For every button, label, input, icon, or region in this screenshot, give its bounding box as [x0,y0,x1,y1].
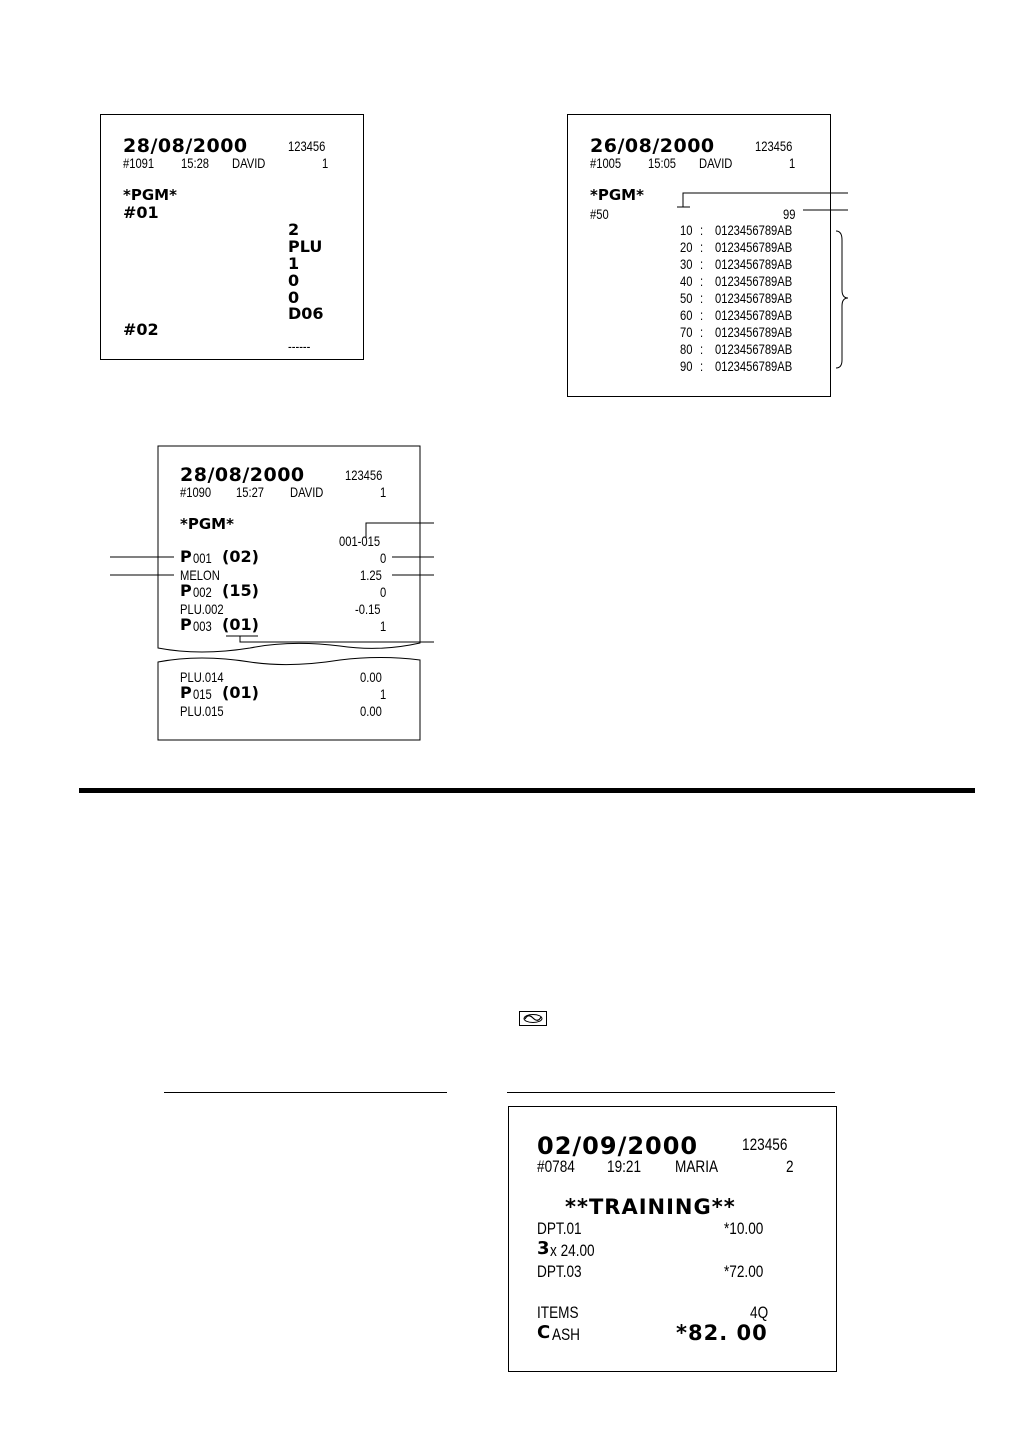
row-number: 20 [680,239,693,255]
training-header: **TRAINING** [565,1195,736,1219]
row-text: 0123456789AB [715,222,793,238]
plu-code: 001 [193,550,212,566]
code-02: #02 [123,320,159,339]
dashes: ------ [288,338,311,354]
value-line: D06 [288,304,324,323]
row-separator: : [700,222,704,238]
consecutive-number: #1005 [590,155,622,171]
dept-01-amount: *10.00 [724,1219,764,1238]
row-number: 70 [680,324,693,340]
plu-value: 0 [380,550,387,566]
mode-label: *PGM* [590,186,644,204]
row-text: 0123456789AB [715,290,793,306]
row-separator: : [700,256,704,272]
value-line: 0 [288,288,300,307]
receipt-date: 26/08/2000 [590,135,715,157]
plu-group: (15) [222,581,259,600]
row-number: 60 [680,307,693,323]
plu-group: (02) [222,547,259,566]
value-line: PLU [288,237,323,256]
plu-prefix: P [180,581,192,600]
plu-range: 001-015 [339,533,381,549]
plu-prefix: P [180,615,192,634]
mode-label: *PGM* [123,186,177,204]
plu-text: MELON [180,567,220,583]
column-rule-left [164,1092,447,1093]
receipt-training [508,1106,837,1372]
row-separator: : [700,290,704,306]
row-separator: : [700,358,704,374]
plu-value: 0 [380,584,387,600]
receipt-date: 28/08/2000 [123,135,248,157]
quantity-price: x 24.00 [550,1241,595,1260]
cash-label-initial: C [537,1322,551,1343]
row-text: 0123456789AB [715,256,793,272]
plu-prefix: P [180,547,192,566]
clerk-name: DAVID [290,484,324,500]
row-text: 0123456789AB [715,307,793,323]
row-separator: : [700,324,704,340]
plu-value: 1 [380,618,387,634]
receipt-date: 28/08/2000 [180,464,305,486]
clerk-number: 2 [786,1157,794,1176]
consecutive-number: #1090 [180,484,212,500]
clerk-number: 1 [322,155,329,171]
plu-text: PLU.014 [180,669,224,685]
row-number: 10 [680,222,693,238]
time: 15:27 [236,484,265,500]
receipt-date: 02/09/2000 [537,1132,699,1160]
row-text: 0123456789AB [715,341,793,357]
row-separator: : [700,341,704,357]
code-label: #50 [590,206,609,222]
items-label: ITEMS [537,1303,579,1322]
dept-01-label: DPT.01 [537,1219,582,1238]
row-number: 50 [680,290,693,306]
row-separator: : [700,273,704,289]
row-text: 0123456789AB [715,324,793,340]
value-line: 2 [288,220,300,239]
plu-code: 015 [193,686,212,702]
row-number: 40 [680,273,693,289]
dept-03-label: DPT.03 [537,1262,582,1281]
row-number: 90 [680,358,693,374]
consecutive-number: #1091 [123,155,155,171]
plu-code: 003 [193,618,212,634]
row-text: 0123456789AB [715,273,793,289]
code-01: #01 [123,203,159,222]
row-number: 30 [680,256,693,272]
row-separator: : [700,239,704,255]
section-divider [79,788,975,793]
plu-code: 002 [193,584,212,600]
plu-value: 0.00 [360,703,382,719]
machine-number: 123456 [345,467,383,483]
row-text: 0123456789AB [715,239,793,255]
time: 15:28 [181,155,210,171]
quantity: 3 [537,1238,550,1259]
key-symbol-icon [519,1011,547,1026]
clerk-name: DAVID [232,155,266,171]
plu-value: 1 [380,686,387,702]
plu-prefix: P [180,683,192,702]
row-separator: : [700,307,704,323]
plu-value: 1.25 [360,567,382,583]
clerk-name: DAVID [699,155,733,171]
value-line: 0 [288,271,300,290]
cash-label: ASH [552,1325,580,1344]
machine-number: 123456 [288,138,326,154]
code-value: 99 [783,206,796,222]
cash-total: *82. 00 [676,1321,768,1345]
plu-group: (01) [222,683,259,702]
row-number: 80 [680,341,693,357]
clerk-name: MARIA [675,1157,719,1176]
machine-number: 123456 [742,1135,788,1154]
clerk-number: 1 [789,155,796,171]
plu-value: -0.15 [355,601,381,617]
row-text: 0123456789AB [715,358,793,374]
consecutive-number: #0784 [537,1157,575,1176]
column-rule-right [507,1092,835,1093]
plu-group: (01) [222,615,259,634]
dept-03-amount: *72.00 [724,1262,764,1281]
plu-text: PLU.015 [180,703,224,719]
machine-number: 123456 [755,138,793,154]
clerk-number: 1 [380,484,387,500]
plu-text: PLU.002 [180,601,224,617]
time: 19:21 [607,1157,642,1176]
value-line: 1 [288,254,300,273]
mode-label: *PGM* [180,515,234,533]
items-count: 4Q [750,1303,769,1322]
plu-value: 0.00 [360,669,382,685]
time: 15:05 [648,155,677,171]
